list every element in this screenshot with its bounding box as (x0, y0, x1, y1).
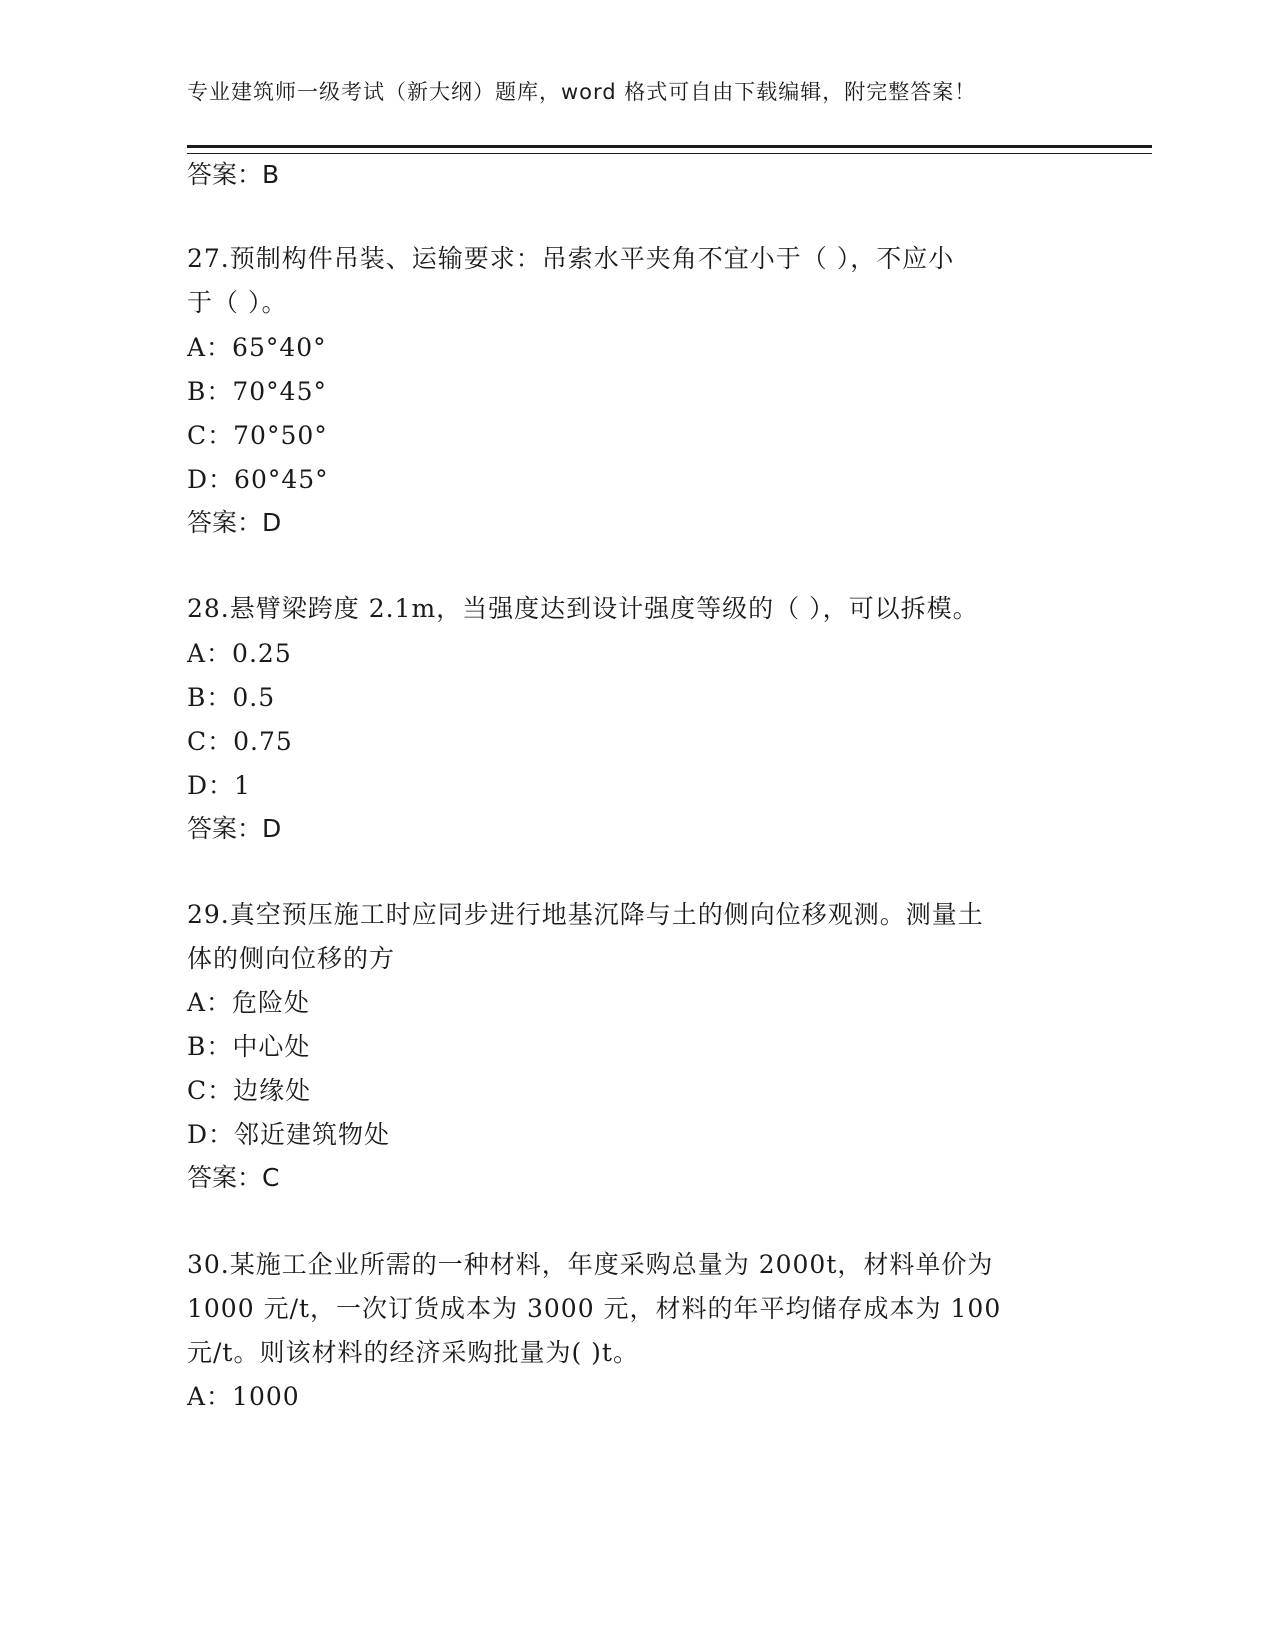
question-29-stem-line-1: 29.真空预压施工时应同步进行地基沉降与土的侧向位移观测。测量土 (187, 900, 984, 929)
question-28-option-b: B：0.5 (187, 683, 276, 712)
question-28-option-a: A：0.25 (187, 639, 292, 668)
question-27-answer: 答案：D (187, 508, 282, 537)
question-29-option-c: C：边缘处 (187, 1076, 312, 1105)
question-28-answer: 答案：D (187, 814, 282, 843)
question-29-answer: 答案：C (187, 1163, 280, 1192)
question-29-stem-line-2: 体的侧向位移的方 (187, 944, 396, 973)
question-30-stem-line-2: 1000 元/t，一次订货成本为 3000 元，材料的年平均储存成本为 100 (187, 1294, 1002, 1323)
header-divider (187, 145, 1152, 154)
question-30-stem-line-3: 元/t。则该材料的经济采购批量为( )t。 (187, 1338, 639, 1367)
previous-answer: 答案：B (187, 160, 280, 189)
question-29-option-d: D：邻近建筑物处 (187, 1120, 391, 1149)
question-30-stem-line-1: 30.某施工企业所需的一种材料，年度采购总量为 2000t，材料单价为 (187, 1250, 994, 1279)
question-29-option-a: A：危险处 (187, 988, 311, 1017)
question-27-option-c: C：70°50° (187, 421, 328, 450)
question-27-option-d: D：60°45° (187, 465, 329, 494)
question-28-option-c: C：0.75 (187, 727, 293, 756)
question-29-option-b: B：中心处 (187, 1032, 311, 1061)
page-header: 专业建筑师一级考试（新大纲）题库，word 格式可自由下载编辑，附完整答案！ (187, 80, 977, 104)
question-27-option-b: B：70°45° (187, 377, 327, 406)
question-28-option-d: D：1 (187, 771, 251, 800)
question-27-stem-line-2: 于（ ）。 (187, 288, 288, 317)
question-27-option-a: A：65°40° (187, 333, 327, 362)
question-28-stem-line-1: 28.悬臂梁跨度 2.1m，当强度达到设计强度等级的（ ），可以拆模。 (187, 594, 979, 623)
question-27-stem-line-1: 27.预制构件吊装、运输要求：吊索水平夹角不宜小于（ ），不应小 (187, 244, 955, 273)
question-30-option-a: A：1000 (187, 1382, 300, 1411)
